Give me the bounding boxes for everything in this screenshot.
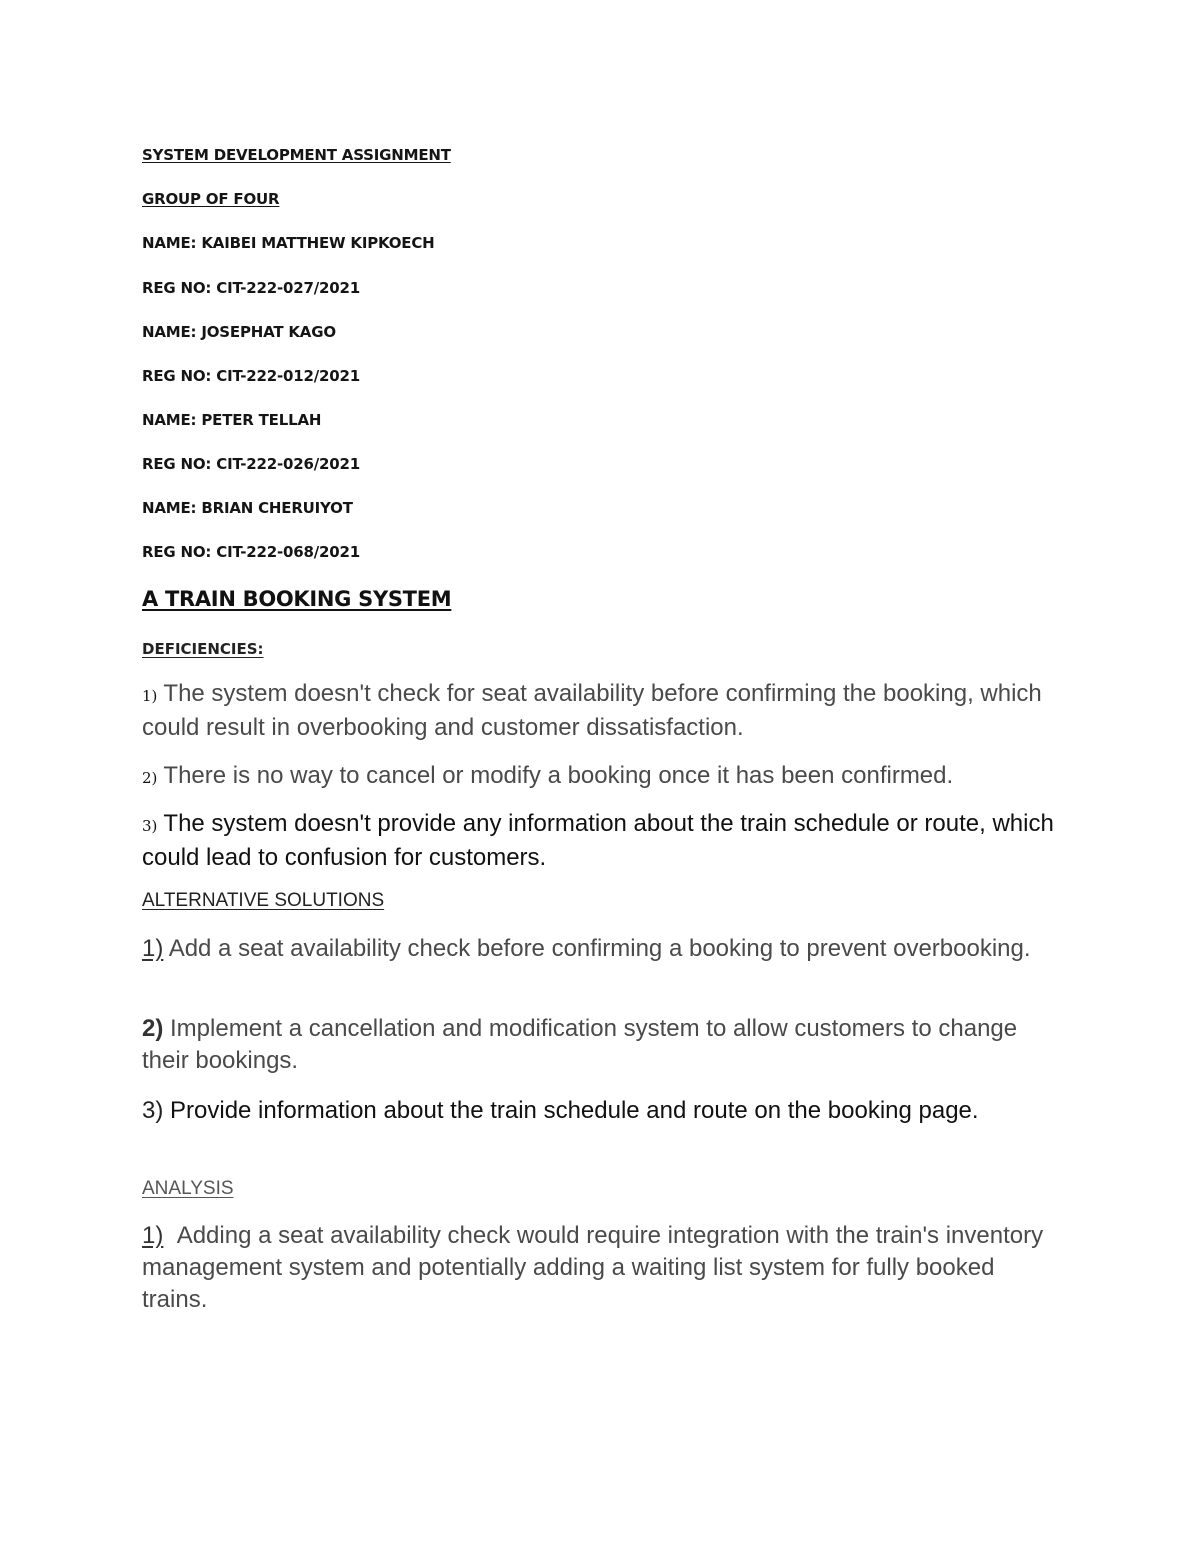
item-text: Add a seat availability check before confirming a booking to prevent overbooking. xyxy=(168,935,1031,962)
item-number: 1) xyxy=(142,1222,164,1249)
deficiencies-heading: DEFICIENCIES: xyxy=(142,640,264,658)
item-number: 2) xyxy=(142,1015,164,1042)
alternative-item xyxy=(142,1095,1062,1127)
item-number: 3) xyxy=(142,1097,164,1124)
item-text: The system doesn't check for seat availability before confirming the booking, which could result in overbooking and customer dissatisfaction. xyxy=(142,680,1042,741)
analysis-item xyxy=(142,1220,1062,1316)
analysis-heading: ANALYSIS xyxy=(142,1178,234,1199)
item-text: Implement a cancellation and modification system to allow customers to change their bookings. xyxy=(142,1015,1018,1074)
item-number: 1) xyxy=(142,687,158,705)
member-name: NAME: PETER TELLAH xyxy=(142,411,322,429)
deficiency-item xyxy=(142,808,1062,874)
member-reg: REG NO: CIT-222-026/2021 xyxy=(142,455,360,473)
alternative-item xyxy=(142,933,1062,965)
item-number: 1) xyxy=(142,935,164,962)
assignment-title: SYSTEM DEVELOPMENT ASSIGNMENT xyxy=(142,146,451,164)
alternatives-heading: ALTERNATIVE SOLUTIONS xyxy=(142,890,385,911)
member-name: NAME: BRIAN CHERUIYOT xyxy=(142,499,353,517)
item-text: There is no way to cancel or modify a booking once it has been confirmed. xyxy=(163,762,954,789)
item-text: Provide information about the train schedule and route on the booking page. xyxy=(170,1097,979,1124)
item-text: Adding a seat availability check would require integration with the train's inventory management system and potentially adding a waiting list system for fully booked trains. xyxy=(142,1222,1044,1313)
alternative-item xyxy=(142,1013,1062,1077)
item-text: The system doesn't provide any information about the train schedule or route, which could lead to confusion for customers. xyxy=(142,810,1054,871)
deficiency-item xyxy=(142,678,1062,744)
group-label: GROUP OF FOUR xyxy=(142,190,280,208)
member-reg: REG NO: CIT-222-027/2021 xyxy=(142,279,360,297)
member-reg: REG NO: CIT-222-068/2021 xyxy=(142,543,360,561)
member-name: NAME: JOSEPHAT KAGO xyxy=(142,323,336,341)
item-number: 3) xyxy=(142,817,158,835)
item-number: 2) xyxy=(142,769,158,787)
deficiency-item xyxy=(142,760,1062,794)
document-title: A TRAIN BOOKING SYSTEM xyxy=(142,587,452,611)
member-name: NAME: KAIBEI MATTHEW KIPKOECH xyxy=(142,234,435,252)
member-reg: REG NO: CIT-222-012/2021 xyxy=(142,367,360,385)
